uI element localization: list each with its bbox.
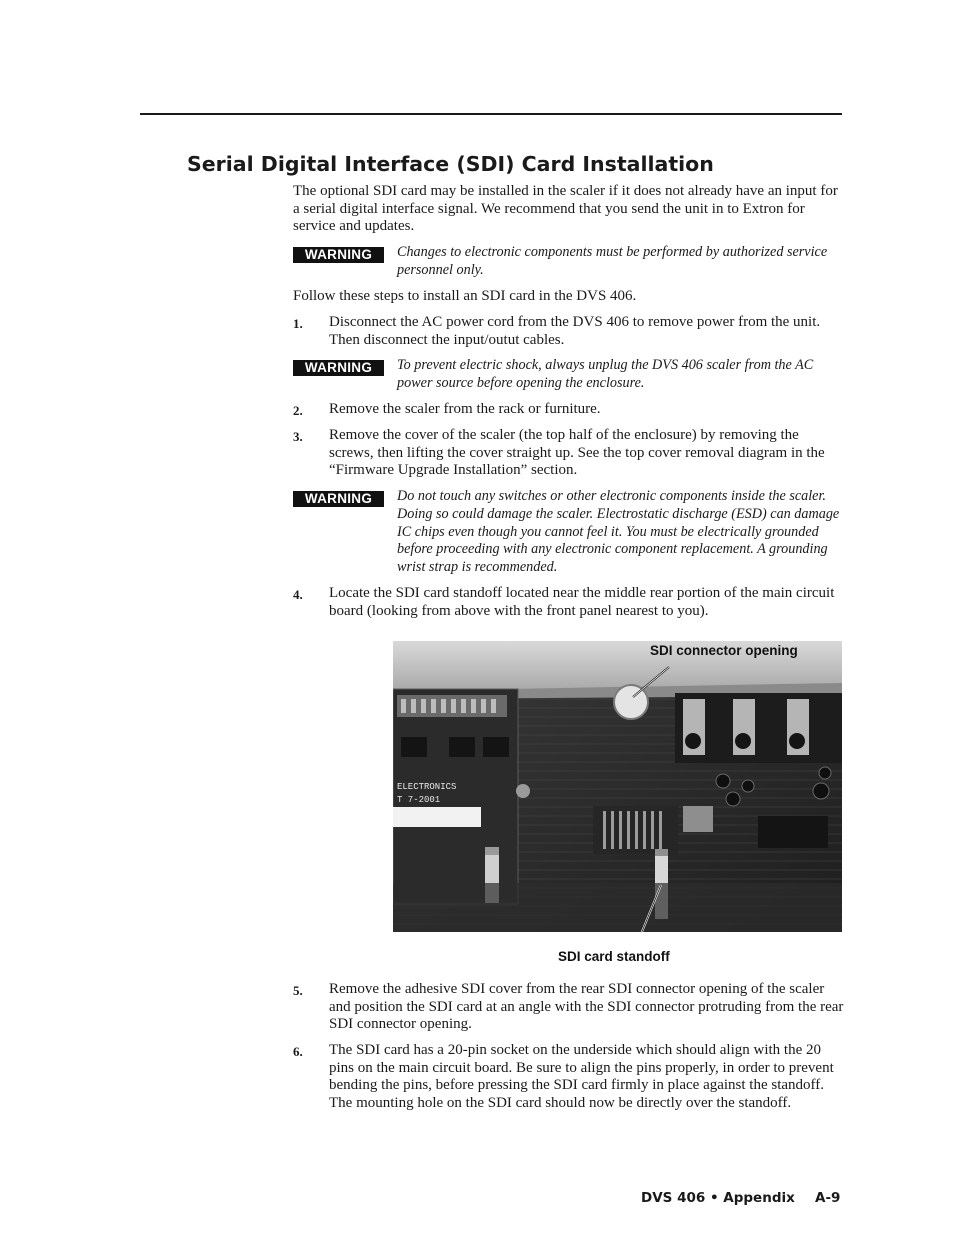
board-label-1: ELECTRONICS xyxy=(397,782,457,792)
step-number-1: 1. xyxy=(293,316,303,331)
header-rule xyxy=(140,113,842,115)
warning-label: WARNING xyxy=(293,247,384,263)
footer-page-number: A-9 xyxy=(815,1190,841,1206)
step-number-3: 3. xyxy=(293,429,303,444)
footer-product: DVS 406 • Appendix xyxy=(641,1190,795,1206)
board-label-2: T 7-2001 xyxy=(397,795,441,805)
warning-text-3: Do not touch any switches or other electronic components inside the scaler. Doing so could damage the scaler. Electrostatic discharge (ESD) can damage IC chips even though you cannot feel it. You must be electrically grounded before proceeding with any electronic component replacement. A grounding wrist strap is recommended. xyxy=(397,488,840,576)
callout-sdi-connector-opening: SDI connector opening xyxy=(650,643,798,658)
step-text-4: Locate the SDI card standoff located near the middle rear portion of the main circuit board (looking from above with the front panel nearest to you). xyxy=(329,585,835,619)
warning-label: WARNING xyxy=(293,491,384,507)
warning-badge-2 xyxy=(293,360,384,377)
intro-paragraph: The optional SDI card may be installed in the scaler if it does not already have an input for a serial digital interface signal. We recommend that you send the unit in to Extron for service and updates. xyxy=(293,183,838,235)
step-text-1: Disconnect the AC power cord from the DVS 406 to remove power from the unit. Then disconnect the input/outut cables. xyxy=(329,314,821,348)
step-number-2: 2. xyxy=(293,403,303,418)
callout-sdi-card-standoff: SDI card standoff xyxy=(558,949,670,964)
warning-badge-1 xyxy=(293,247,384,264)
warning-label: WARNING xyxy=(293,360,384,376)
step-text-5: Remove the adhesive SDI cover from the rear SDI connector opening of the scaler and position the SDI card at an angle with the SDI connector protruding from the rear SDI connector opening. xyxy=(329,981,844,1033)
warning-text-1: Changes to electronic components must be performed by authorized service personnel only. xyxy=(397,244,828,278)
sdi-connector-opening xyxy=(614,685,648,719)
follow-paragraph: Follow these steps to install an SDI card in the DVS 406. xyxy=(293,288,637,304)
circuit-board-photo xyxy=(393,641,842,932)
step-number-4: 4. xyxy=(293,587,303,602)
step-text-6: The SDI card has a 20-pin socket on the underside which should align with the 20 pins on the main circuit board. Be sure to align the pins properly, in order to prevent bending the pins, before pressing the SDI card firmly in place against the standoff. The mounting hole on the SDI card should now be directly over the standoff. xyxy=(329,1042,834,1111)
step-number-6: 6. xyxy=(293,1044,303,1059)
step-text-3: Remove the cover of the scaler (the top half of the enclosure) by removing the screws, then lifting the cover straight up. See the top cover removal diagram in the “Firmware Upgrade Installation” section. xyxy=(329,427,825,479)
warning-text-2: To prevent electric shock, always unplug the DVS 406 scaler from the AC power source before opening the enclosure. xyxy=(397,357,814,391)
step-text-2: Remove the scaler from the rack or furniture. xyxy=(329,401,601,417)
section-title: Serial Digital Interface (SDI) Card Installation xyxy=(187,152,714,176)
warning-badge-3 xyxy=(293,491,384,508)
step-number-5: 5. xyxy=(293,983,303,998)
